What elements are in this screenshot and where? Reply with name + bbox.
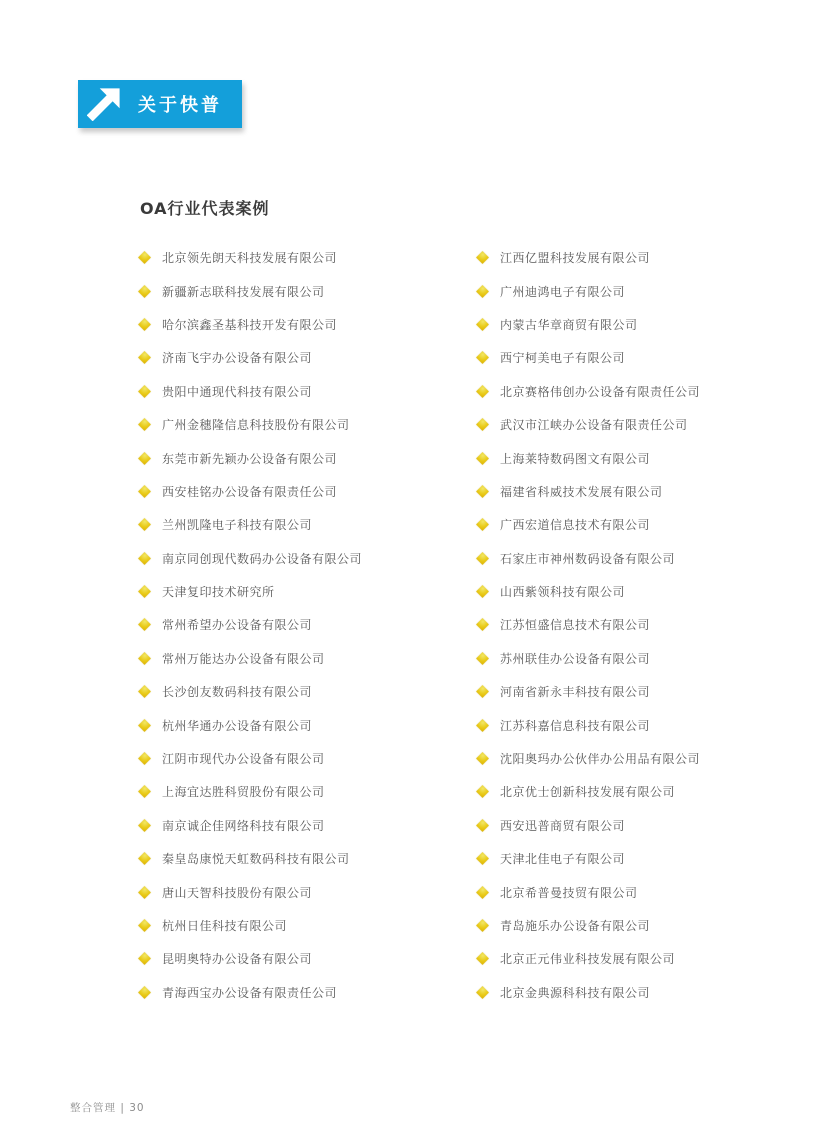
diamond-bullet-icon xyxy=(138,552,151,565)
company-name: 广州迪鸿电子有限公司 xyxy=(500,284,626,299)
list-item xyxy=(140,976,460,1009)
company-name: 江苏科嘉信息科技有限公司 xyxy=(500,718,651,733)
diamond-bullet-icon xyxy=(476,852,489,865)
company-name: 南京同创现代数码办公设备有限公司 xyxy=(162,551,363,566)
diamond-bullet-icon xyxy=(476,518,489,531)
company-list-right xyxy=(478,241,808,1009)
company-name: 沈阳奥玛办公伙伴办公用品有限公司 xyxy=(500,752,701,767)
list-item xyxy=(478,475,808,508)
list-item xyxy=(478,542,808,575)
company-name: 北京赛格伟创办公设备有限责任公司 xyxy=(500,384,701,399)
diamond-bullet-icon xyxy=(476,786,489,799)
list-item xyxy=(478,642,808,675)
diamond-bullet-icon xyxy=(476,251,489,264)
list-item xyxy=(140,475,460,508)
list-item xyxy=(478,575,808,608)
company-name: 江阴市现代办公设备有限公司 xyxy=(162,752,325,767)
company-name: 常州万能达办公设备有限公司 xyxy=(162,651,325,666)
diamond-bullet-icon xyxy=(138,285,151,298)
company-name: 青海西宝办公设备有限责任公司 xyxy=(162,985,338,1000)
diamond-bullet-icon xyxy=(476,986,489,999)
company-name: 兰州凯隆电子科技有限公司 xyxy=(162,518,313,533)
company-name: 南京诚企佳网络科技有限公司 xyxy=(162,818,325,833)
company-name: 福建省科威技术发展有限公司 xyxy=(500,484,663,499)
diamond-bullet-icon xyxy=(138,619,151,632)
diamond-bullet-icon xyxy=(476,585,489,598)
company-name: 上海宜达胜科贸股份有限公司 xyxy=(162,785,325,800)
company-name: 北京金典源科科技有限公司 xyxy=(500,985,651,1000)
company-name: 常州希望办公设备有限公司 xyxy=(162,618,313,633)
diamond-bullet-icon xyxy=(476,452,489,465)
list-item xyxy=(478,274,808,307)
diamond-bullet-icon xyxy=(476,418,489,431)
diamond-bullet-icon xyxy=(138,819,151,832)
diamond-bullet-icon xyxy=(138,752,151,765)
diamond-bullet-icon xyxy=(138,418,151,431)
diamond-bullet-icon xyxy=(476,719,489,732)
diamond-bullet-icon xyxy=(476,819,489,832)
diamond-bullet-icon xyxy=(138,886,151,899)
company-name: 河南省新永丰科技有限公司 xyxy=(500,685,651,700)
company-name: 山西紫领科技有限公司 xyxy=(500,585,626,600)
list-item xyxy=(140,575,460,608)
list-item xyxy=(140,375,460,408)
list-item xyxy=(478,809,808,842)
list-item xyxy=(140,308,460,341)
diamond-bullet-icon xyxy=(476,953,489,966)
page-footer: 整合管理 | 30 xyxy=(70,1102,145,1114)
diamond-bullet-icon xyxy=(476,886,489,899)
company-name: 北京正元伟业科技发展有限公司 xyxy=(500,952,676,967)
diamond-bullet-icon xyxy=(476,485,489,498)
company-name: 石家庄市神州数码设备有限公司 xyxy=(500,551,676,566)
list-item xyxy=(478,341,808,374)
list-item xyxy=(140,875,460,908)
list-item xyxy=(140,408,460,441)
company-name: 长沙创友数码科技有限公司 xyxy=(162,685,313,700)
list-item xyxy=(478,976,808,1009)
company-name: 北京希普曼技贸有限公司 xyxy=(500,885,638,900)
diamond-bullet-icon xyxy=(138,318,151,331)
list-item xyxy=(140,274,460,307)
diamond-bullet-icon xyxy=(476,285,489,298)
company-name: 广州金穗隆信息科技股份有限公司 xyxy=(162,418,350,433)
company-name: 上海莱特数码图文有限公司 xyxy=(500,451,651,466)
list-item xyxy=(478,308,808,341)
list-item xyxy=(478,508,808,541)
company-name: 昆明奥特办公设备有限公司 xyxy=(162,952,313,967)
company-name: 新疆新志联科技发展有限公司 xyxy=(162,284,325,299)
list-item xyxy=(478,675,808,708)
company-name: 东莞市新先颖办公设备有限公司 xyxy=(162,451,338,466)
list-item xyxy=(140,842,460,875)
list-item xyxy=(140,909,460,942)
list-item xyxy=(478,742,808,775)
diamond-bullet-icon xyxy=(138,385,151,398)
list-item xyxy=(140,542,460,575)
list-item xyxy=(478,441,808,474)
diamond-bullet-icon xyxy=(476,685,489,698)
list-item xyxy=(478,708,808,741)
diamond-bullet-icon xyxy=(476,919,489,932)
diamond-bullet-icon xyxy=(138,953,151,966)
header-badge xyxy=(78,80,242,128)
list-item xyxy=(140,441,460,474)
list-item xyxy=(478,942,808,975)
diamond-bullet-icon xyxy=(138,351,151,364)
list-item xyxy=(478,842,808,875)
company-name: 西安迅普商贸有限公司 xyxy=(500,818,626,833)
company-name: 唐山天智科技股份有限公司 xyxy=(162,885,313,900)
company-name: 杭州华通办公设备有限公司 xyxy=(162,718,313,733)
company-name: 北京优士创新科技发展有限公司 xyxy=(500,785,676,800)
diamond-bullet-icon xyxy=(138,485,151,498)
diamond-bullet-icon xyxy=(476,351,489,364)
company-name: 杭州日佳科技有限公司 xyxy=(162,919,288,933)
list-item xyxy=(478,241,808,274)
company-name: 西安桂铭办公设备有限责任公司 xyxy=(162,484,338,499)
list-item xyxy=(140,608,460,641)
company-name: 广西宏道信息技术有限公司 xyxy=(500,518,651,533)
company-name: 内蒙古华章商贸有限公司 xyxy=(500,317,638,332)
arrow-up-right-icon xyxy=(78,80,130,128)
company-name: 贵阳中通现代科技有限公司 xyxy=(162,384,313,399)
diamond-bullet-icon xyxy=(138,719,151,732)
company-name: 北京领先朗天科技发展有限公司 xyxy=(162,251,338,266)
diamond-bullet-icon xyxy=(476,318,489,331)
company-name: 苏州联佳办公设备有限公司 xyxy=(500,651,651,666)
list-item xyxy=(478,909,808,942)
diamond-bullet-icon xyxy=(138,652,151,665)
company-name: 哈尔滨鑫圣基科技开发有限公司 xyxy=(162,317,338,332)
company-name: 武汉市江峡办公设备有限责任公司 xyxy=(500,418,688,433)
diamond-bullet-icon xyxy=(476,385,489,398)
company-name: 江苏恒盛信息技术有限公司 xyxy=(500,618,651,633)
diamond-bullet-icon xyxy=(138,852,151,865)
company-name: 西宁柯美电子有限公司 xyxy=(500,351,626,366)
list-item xyxy=(140,642,460,675)
company-name: 天津复印技术研究所 xyxy=(162,585,275,600)
diamond-bullet-icon xyxy=(476,752,489,765)
diamond-bullet-icon xyxy=(476,652,489,665)
company-name: 江西亿盟科技发展有限公司 xyxy=(500,251,651,266)
list-item xyxy=(140,508,460,541)
company-list-left xyxy=(140,241,460,1009)
diamond-bullet-icon xyxy=(138,786,151,799)
diamond-bullet-icon xyxy=(476,619,489,632)
diamond-bullet-icon xyxy=(138,518,151,531)
diamond-bullet-icon xyxy=(138,685,151,698)
list-item xyxy=(140,942,460,975)
list-item xyxy=(140,809,460,842)
list-item xyxy=(140,241,460,274)
diamond-bullet-icon xyxy=(138,251,151,264)
list-item xyxy=(478,375,808,408)
company-name: 青岛施乐办公设备有限公司 xyxy=(500,919,651,933)
company-name: 济南飞宇办公设备有限公司 xyxy=(162,351,313,366)
list-item xyxy=(478,775,808,808)
company-name: 天津北佳电子有限公司 xyxy=(500,852,626,867)
page-title: OA行业代表案例 xyxy=(140,199,270,218)
diamond-bullet-icon xyxy=(138,986,151,999)
diamond-bullet-icon xyxy=(138,452,151,465)
diamond-bullet-icon xyxy=(138,585,151,598)
diamond-bullet-icon xyxy=(476,552,489,565)
list-item xyxy=(140,742,460,775)
list-item xyxy=(140,675,460,708)
list-item xyxy=(478,408,808,441)
list-item xyxy=(140,708,460,741)
list-item xyxy=(140,341,460,374)
company-name: 秦皇岛康悦天虹数码科技有限公司 xyxy=(162,852,350,867)
list-item xyxy=(140,775,460,808)
list-item xyxy=(478,608,808,641)
list-item xyxy=(478,875,808,908)
badge-label: 关于快普 xyxy=(138,95,222,116)
diamond-bullet-icon xyxy=(138,919,151,932)
